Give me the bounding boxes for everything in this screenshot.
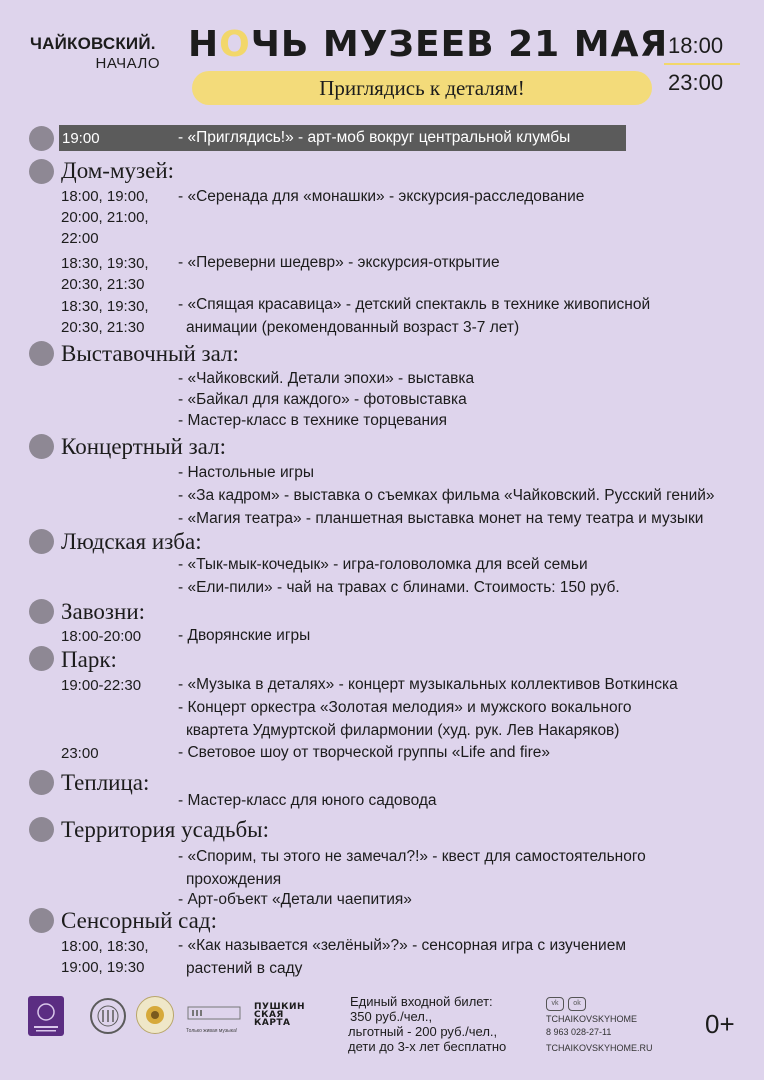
bullet-icon	[29, 341, 54, 366]
vk-icon[interactable]: vk	[546, 997, 564, 1011]
ticket-title: Единый входной билет:	[350, 994, 493, 1009]
event-item: - «Переверни шедевр» - экскурсия-открытие	[178, 254, 500, 271]
age-rating-badge: 0+	[705, 1009, 735, 1039]
event-item: - «Чайковский. Детали эпохи» - выставка	[178, 370, 475, 387]
event-item: - «Магия театра» - планшетная выставка монет на тему театра и музыки	[178, 510, 704, 527]
event-item: - Световое шоу от творческой группы «Life and fire»	[178, 744, 550, 761]
schedule-time: 22:00	[61, 230, 99, 247]
bullet-icon	[29, 126, 54, 151]
brand-dot: .	[150, 34, 156, 53]
bullet-icon	[29, 770, 54, 795]
event-item: - Арт-объект «Детали чаепития»	[178, 891, 412, 908]
event-item: - «Как называется «зелёный»?» - сенсорная игра с изучением	[178, 937, 626, 954]
event-item-continued: прохождения	[186, 871, 282, 888]
event-item-continued: квартета Удмуртской филармонии (худ. рук. Лев Накаряков)	[186, 722, 620, 739]
schedule-time: 18:30, 19:30,	[61, 298, 149, 315]
event-item: - Мастер-класс в технике торцевания	[178, 412, 448, 429]
event-item-continued: анимации (рекомендованный возраст 3-7 лет)	[186, 319, 520, 336]
event-item: - Мастер-класс для юного садовода	[178, 792, 437, 809]
live-music-logo	[186, 1005, 242, 1035]
time-end: 23:00	[668, 70, 724, 95]
contacts-block	[546, 996, 653, 1055]
schedule-time: 18:00, 18:30,	[61, 938, 149, 955]
festival-logo	[136, 996, 174, 1034]
schedule-time: 18:30, 19:30,	[61, 255, 149, 272]
section-title-lyudskaya-izba: Людская изба:	[61, 529, 202, 554]
highlight-text: - «Приглядись!» - арт-моб вокруг центральной клумбы	[178, 129, 571, 146]
highlight-time: 19:00	[62, 130, 100, 147]
event-item: - Настольные игры	[178, 464, 315, 481]
ticket-children: дети до 3-х лет бесплатно	[348, 1039, 507, 1054]
bullet-icon	[29, 529, 54, 554]
ticket-price: 350 руб./чел.,	[350, 1009, 433, 1024]
schedule-time: 20:30, 21:30	[61, 319, 145, 336]
section-title-territoriya-usadby: Территория усадьбы:	[61, 817, 270, 842]
time-divider	[664, 63, 740, 65]
museum-emblem-logo	[90, 998, 126, 1034]
website-url: TCHAIKOVSKYHOME.RU	[546, 1043, 653, 1053]
event-item: - «Ели-пили» - чай на травах с блинами. Стоимость: 150 руб.	[178, 579, 620, 596]
event-item: - Дворянские игры	[178, 627, 311, 644]
bullet-icon	[29, 817, 54, 842]
section-title-zavozni: Завозни:	[61, 599, 146, 624]
ticket-discount: льготный - 200 руб./чел.,	[348, 1024, 498, 1039]
event-item: - «Серенада для «монашки» - экскурсия-расследование	[178, 188, 585, 205]
schedule-time: 20:30, 21:30	[61, 276, 145, 293]
section-title-dom-muzei: Дом-музей:	[61, 158, 175, 183]
time-start: 18:00	[668, 33, 724, 58]
bullet-icon	[29, 599, 54, 624]
brand-subtitle: НАЧАЛО	[95, 55, 160, 72]
event-item-continued: растений в саду	[186, 960, 303, 977]
event-item: - «Спящая красавица» - детский спектакль в технике живописной	[178, 296, 651, 313]
event-item: - «Музыка в деталях» - концерт музыкальных коллективов Воткинска	[178, 676, 678, 693]
section-title-koncertny-zal: Концертный зал:	[61, 434, 226, 459]
bullet-icon	[29, 159, 54, 184]
live-music-label: Только живая музыка!	[186, 1028, 238, 1034]
event-item: - «Тык-мык-кочедык» - игра-головоломка для всей семьи	[178, 556, 588, 573]
schedule-time: 18:00, 19:00,	[61, 188, 149, 205]
phone-number: 8 963 028-27-11	[546, 1027, 612, 1037]
brand-logo	[30, 34, 172, 72]
ministry-logo	[28, 996, 64, 1036]
section-title-park: Парк:	[61, 647, 117, 672]
section-title-vystavochny-zal: Выставочный зал:	[61, 341, 239, 366]
page-title: НОЧЬ МУЗЕЕВ 21 МАЯ	[188, 24, 669, 65]
section-title-teplica: Теплица:	[61, 770, 150, 795]
event-item: - Концерт оркестра «Золотая мелодия» и мужского вокального	[178, 699, 632, 716]
bullet-icon	[29, 646, 54, 671]
event-item: - «Спорим, ты этого не замечал?!» - квест для самостоятельного	[178, 848, 646, 865]
event-item: - «Байкал для каждого» - фотовыставка	[178, 391, 467, 408]
schedule-time: 19:00, 19:30	[61, 959, 145, 976]
schedule-time: 18:00-20:00	[61, 628, 142, 645]
ok-icon[interactable]: ok	[568, 997, 586, 1011]
schedule-time: 23:00	[61, 745, 99, 762]
event-item: - «За кадром» - выставка о съемках фильма «Чайковский. Русский гений»	[178, 487, 715, 504]
brand-name: ЧАЙКОВСКИЙ	[30, 34, 151, 53]
ticket-info	[348, 994, 506, 1054]
pushkin-card-logo: ПУШКИН СКАЯ КАРТА	[254, 1002, 306, 1028]
slogan-banner: Приглядись к деталям!	[192, 71, 652, 105]
social-handle: TCHAIKOVSKYHOME	[546, 1014, 638, 1024]
bullet-icon	[29, 434, 54, 459]
schedule-time: 20:00, 21:00,	[61, 209, 149, 226]
schedule-time: 19:00-22:30	[61, 677, 142, 694]
bullet-icon	[29, 908, 54, 933]
title-moon-letter: О	[219, 24, 251, 65]
section-title-sensorny-sad: Сенсорный сад:	[61, 908, 217, 933]
